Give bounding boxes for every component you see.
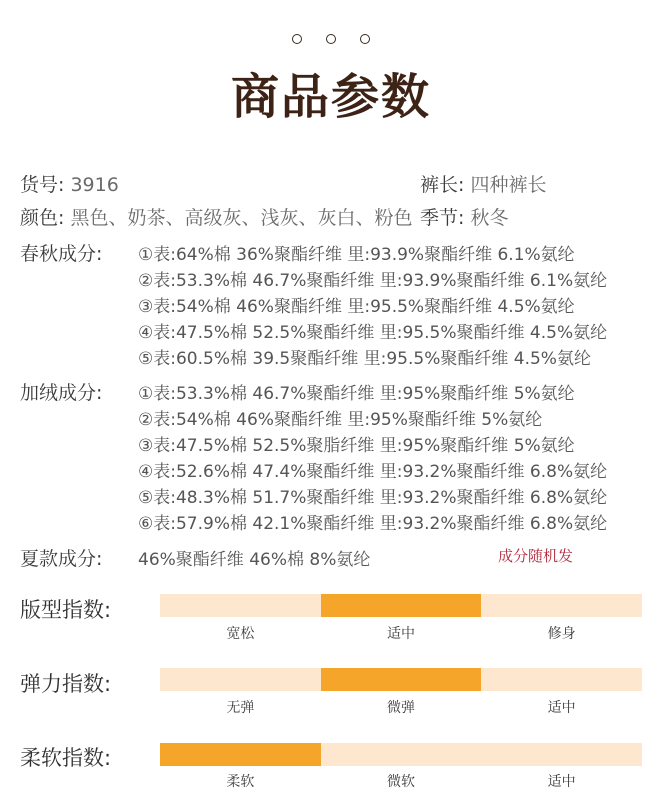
bar-segment bbox=[160, 594, 321, 617]
stretch-option-medium: 适中 bbox=[547, 700, 576, 716]
fit-index-bar bbox=[160, 594, 642, 617]
stretch-option-slight: 微弹 bbox=[387, 700, 415, 716]
fleece-item: ⑤表:48.3%棉 51.7%聚酯纤维 里:93.2%聚酯纤维 6.8%氨纶 bbox=[138, 488, 608, 508]
bar-segment bbox=[481, 594, 642, 617]
bar-segment bbox=[321, 668, 482, 691]
bar-segment bbox=[481, 668, 642, 691]
softness-index-label: 柔软指数: bbox=[20, 746, 112, 770]
length-row bbox=[420, 170, 546, 197]
fit-option-loose: 宽松 bbox=[226, 626, 255, 642]
bar-segment bbox=[160, 743, 321, 766]
season-value: 秋冬 bbox=[470, 207, 509, 229]
stretch-index-label: 弹力指数: bbox=[20, 672, 112, 696]
length-label: 裤长: bbox=[420, 174, 465, 196]
length-value: 四种裤长 bbox=[470, 174, 547, 196]
stretch-index-options bbox=[160, 697, 642, 717]
summer-value: 46%聚酯纤维 46%棉 8%氨纶 bbox=[138, 550, 371, 570]
dot-icon bbox=[292, 34, 302, 44]
composition-note: 成分随机发 bbox=[498, 547, 574, 565]
fleece-item: ④表:52.6%棉 47.4%聚酯纤维 里:93.2%聚酯纤维 6.8%氨纶 bbox=[138, 462, 608, 482]
fleece-label: 加绒成分: bbox=[20, 382, 103, 404]
color-value: 黑色、奶茶、高级灰、浅灰、灰白、粉色 bbox=[70, 207, 413, 229]
softness-option-soft: 柔软 bbox=[226, 774, 255, 790]
fit-option-medium: 适中 bbox=[387, 626, 415, 642]
bar-segment bbox=[321, 594, 482, 617]
fleece-item: ⑥表:57.9%棉 42.1%聚酯纤维 里:93.2%聚酯纤维 6.8%氨纶 bbox=[138, 514, 608, 534]
item-number-value: 3916 bbox=[70, 174, 119, 196]
softness-option-medium: 适中 bbox=[547, 774, 576, 790]
page-title: 商品参数 bbox=[230, 69, 431, 125]
summer-label: 夏款成分: bbox=[20, 548, 103, 570]
dot-icon bbox=[360, 34, 370, 44]
spring-autumn-label: 春秋成分: bbox=[20, 243, 103, 265]
fleece-item: ①表:53.3%棉 46.7%聚酯纤维 里:95%聚酯纤维 5%氨纶 bbox=[138, 384, 575, 404]
softness-index-options bbox=[160, 771, 642, 791]
spring-autumn-item: ①表:64%棉 36%聚酯纤维 里:93.9%聚酯纤维 6.1%氨纶 bbox=[138, 245, 575, 265]
softness-option-slight: 微软 bbox=[387, 774, 415, 790]
stretch-index-bar bbox=[160, 668, 642, 691]
item-number-label: 货号: bbox=[20, 174, 65, 196]
fit-option-slim: 修身 bbox=[547, 626, 576, 642]
fit-index-options bbox=[160, 623, 642, 643]
softness-index-bar bbox=[160, 743, 642, 766]
bar-segment bbox=[321, 743, 482, 766]
item-number-row bbox=[20, 170, 119, 197]
bar-segment bbox=[481, 743, 642, 766]
decorative-dots bbox=[0, 34, 662, 44]
fleece-item: ③表:47.5%棉 52.5%聚脂纤维 里:95%聚酯纤维 5%氨纶 bbox=[138, 436, 575, 456]
spring-autumn-item: ⑤表:60.5%棉 39.5聚酯纤维 里:95.5%聚酯纤维 4.5%氨纶 bbox=[138, 349, 591, 369]
fleece-item: ②表:54%棉 46%聚酯纤维 里:95%聚酯纤维 5%氨纶 bbox=[138, 410, 543, 430]
color-label: 颜色: bbox=[20, 207, 65, 229]
spring-autumn-item: ③表:54%棉 46%聚酯纤维 里:95.5%聚酯纤维 4.5%氨纶 bbox=[138, 297, 575, 317]
color-row bbox=[20, 203, 412, 230]
fit-index-label: 版型指数: bbox=[20, 598, 112, 622]
season-row bbox=[420, 203, 508, 230]
spring-autumn-item: ②表:53.3%棉 46.7%聚酯纤维 里:93.9%聚酯纤维 6.1%氨纶 bbox=[138, 271, 608, 291]
stretch-option-none: 无弹 bbox=[226, 700, 255, 716]
season-label: 季节: bbox=[420, 207, 465, 229]
dot-icon bbox=[326, 34, 336, 44]
bar-segment bbox=[160, 668, 321, 691]
spring-autumn-item: ④表:47.5%棉 52.5%聚酯纤维 里:95.5%聚酯纤维 4.5%氨纶 bbox=[138, 323, 608, 343]
